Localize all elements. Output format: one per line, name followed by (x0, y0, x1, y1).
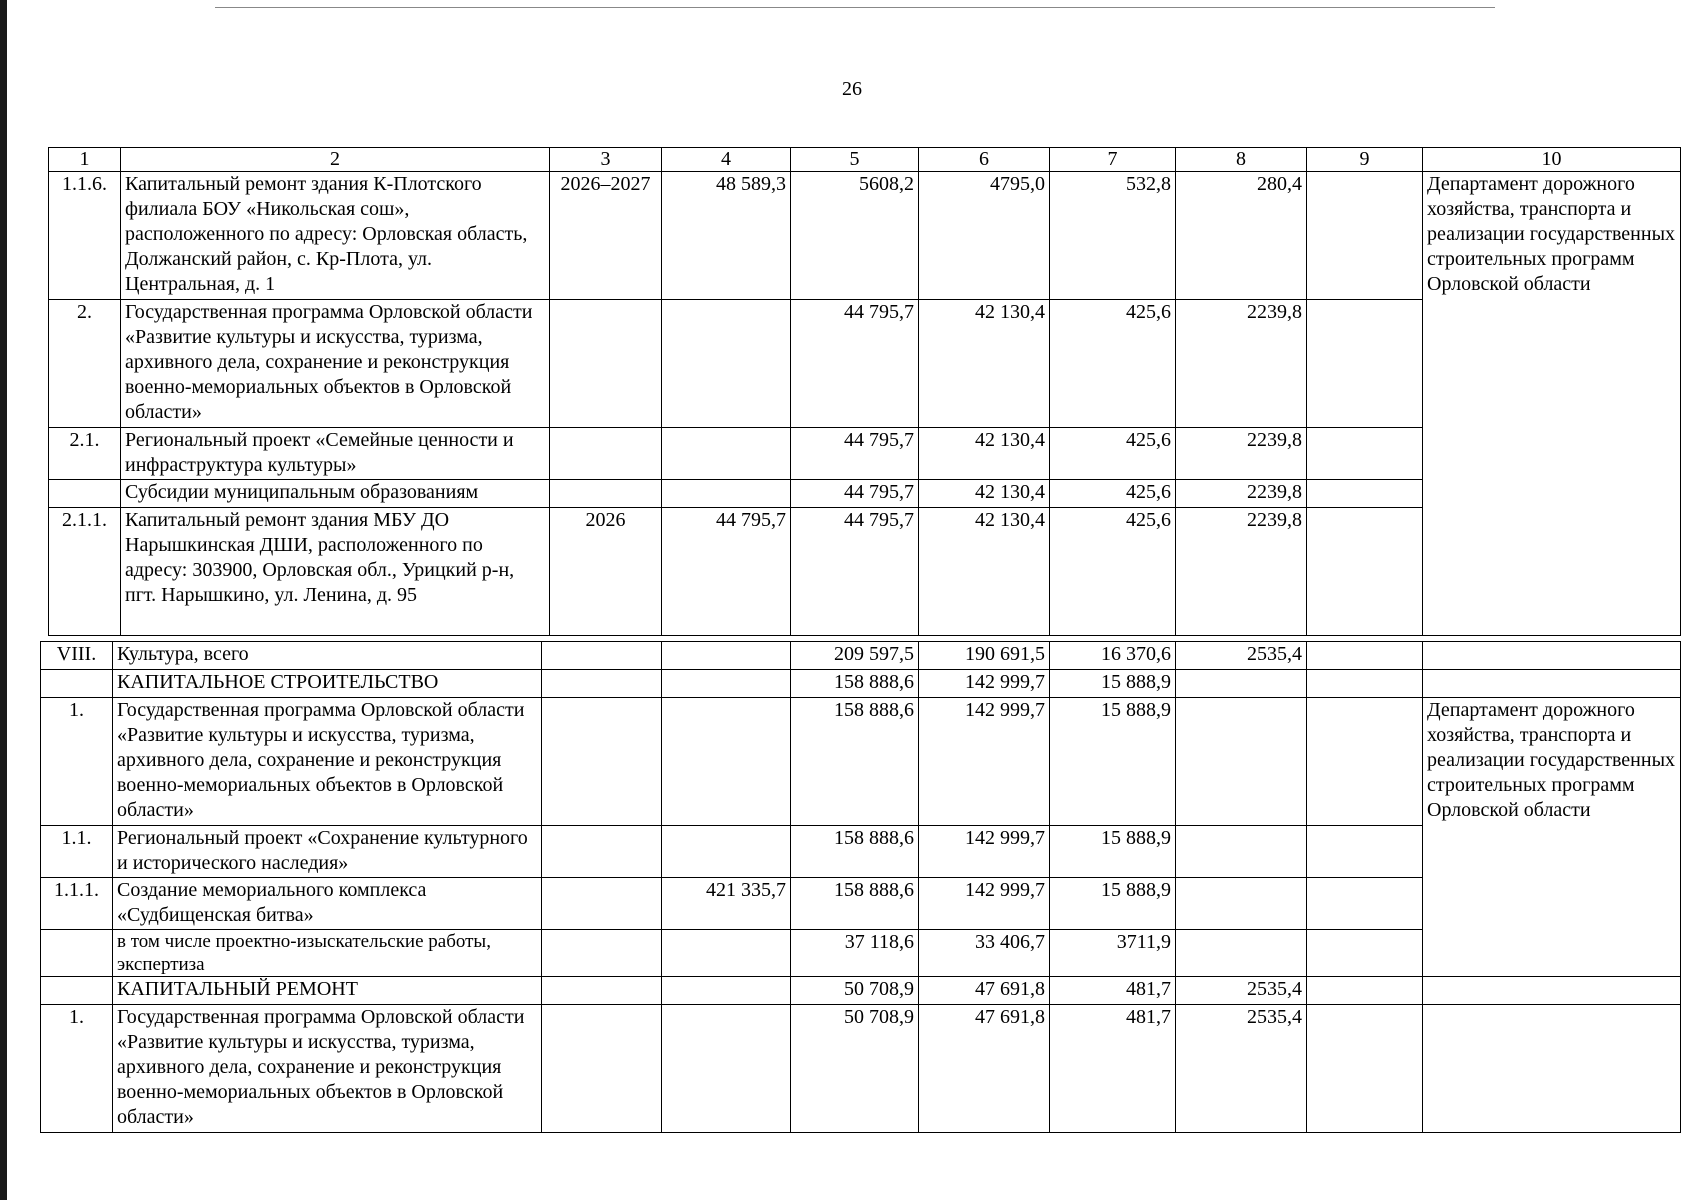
col8-value: 2535,4 (1176, 1005, 1307, 1133)
row-code: 1.1. (41, 826, 113, 878)
col9-value (1307, 172, 1423, 300)
col6-value: 42 130,4 (919, 480, 1050, 508)
budget-table-part-1 (48, 147, 1681, 636)
col8-value (1176, 930, 1307, 977)
col4-value: 48 589,3 (662, 172, 791, 300)
row-code (41, 670, 113, 698)
header-cell: 3 (550, 148, 662, 172)
row-name: Капитальный ремонт здания МБУ ДО Нарышкинская ДШИ, расположенного по адресу: 303900, Орловская обл., Урицкий р-н, пгт. Нарышкино, ул. Ленина, д. 95 (121, 508, 550, 636)
col3-period (542, 930, 662, 977)
col7-value: 15 888,9 (1050, 826, 1176, 878)
col8-value: 2239,8 (1176, 300, 1307, 428)
col9-value (1307, 977, 1423, 1005)
col5-value: 50 708,9 (791, 1005, 919, 1133)
col4-value (662, 670, 791, 698)
row-name: Государственная программа Орловской области «Развитие культуры и искусства, туризма, архивного дела, сохранение и реконструкция военно-мемориальных объектов в Орловской области» (121, 300, 550, 428)
col8-value (1176, 826, 1307, 878)
header-cell: 4 (662, 148, 791, 172)
col8-value: 2535,4 (1176, 977, 1307, 1005)
header-cell: 2 (121, 148, 550, 172)
responsible-department: Департамент дорожного хозяйства, транспорта и реализации государственных строительных программ Орловской области (1423, 698, 1681, 977)
col9-value (1307, 826, 1423, 878)
table-row (49, 172, 1681, 300)
col5-value: 158 888,6 (791, 698, 919, 826)
row-name: Субсидии муниципальным образованиям (121, 480, 550, 508)
col9-value (1307, 930, 1423, 977)
col6-value: 42 130,4 (919, 428, 1050, 480)
header-row (49, 148, 1681, 172)
col6-value: 190 691,5 (919, 642, 1050, 670)
col8-value (1176, 670, 1307, 698)
col7-value: 3711,9 (1050, 930, 1176, 977)
row-code: 1.1.6. (49, 172, 121, 300)
col6-value: 142 999,7 (919, 878, 1050, 930)
col7-value: 425,6 (1050, 428, 1176, 480)
header-cell: 6 (919, 148, 1050, 172)
col3-period (542, 1005, 662, 1133)
col10-value (1423, 642, 1681, 670)
col5-value: 44 795,7 (791, 300, 919, 428)
col3-period: 2026–2027 (550, 172, 662, 300)
header-cell: 5 (791, 148, 919, 172)
col6-value: 42 130,4 (919, 300, 1050, 428)
col6-value: 142 999,7 (919, 698, 1050, 826)
col9-value (1307, 480, 1423, 508)
col6-value: 47 691,8 (919, 977, 1050, 1005)
row-code: VIII. (41, 642, 113, 670)
col4-value (662, 428, 791, 480)
col4-value: 44 795,7 (662, 508, 791, 636)
col3-period (542, 878, 662, 930)
col4-value (662, 642, 791, 670)
col4-value (662, 930, 791, 977)
col3-period (542, 977, 662, 1005)
col3-period (542, 698, 662, 826)
col4-value (662, 826, 791, 878)
row-name: КАПИТАЛЬНОЕ СТРОИТЕЛЬСТВО (113, 670, 542, 698)
col4-value (662, 1005, 791, 1133)
col9-value (1307, 1005, 1423, 1133)
col6-value: 142 999,7 (919, 826, 1050, 878)
col4-value (662, 300, 791, 428)
row-name: Государственная программа Орловской области «Развитие культуры и искусства, туризма, архивного дела, сохранение и реконструкция военно-мемориальных объектов в Орловской области» (113, 1005, 542, 1133)
col9-value (1307, 642, 1423, 670)
col8-value (1176, 698, 1307, 826)
header-cell: 9 (1307, 148, 1423, 172)
row-code (41, 930, 113, 977)
col7-value: 481,7 (1050, 977, 1176, 1005)
row-name: Региональный проект «Семейные ценности и инфраструктура культуры» (121, 428, 550, 480)
row-name: Государственная программа Орловской области «Развитие культуры и искусства, туризма, архивного дела, сохранение и реконструкция военно-мемориальных объектов в Орловской области» (113, 698, 542, 826)
col3-period: 2026 (550, 508, 662, 636)
col4-value (662, 480, 791, 508)
col8-value: 280,4 (1176, 172, 1307, 300)
col7-value: 15 888,9 (1050, 698, 1176, 826)
row-name: в том числе проектно-изыскательские работы, экспертиза (113, 930, 542, 977)
row-name: Региональный проект «Сохранение культурного и исторического наследия» (113, 826, 542, 878)
row-code (49, 480, 121, 508)
col10-value (1423, 977, 1681, 1005)
row-code: 2. (49, 300, 121, 428)
col5-value: 158 888,6 (791, 670, 919, 698)
row-code: 1.1.1. (41, 878, 113, 930)
col4-value (662, 977, 791, 1005)
col7-value: 15 888,9 (1050, 878, 1176, 930)
col5-value: 44 795,7 (791, 480, 919, 508)
col9-value (1307, 698, 1423, 826)
col6-value: 42 130,4 (919, 508, 1050, 636)
col7-value: 425,6 (1050, 480, 1176, 508)
col9-value (1307, 670, 1423, 698)
col9-value (1307, 508, 1423, 636)
responsible-department: Департамент дорожного хозяйства, транспорта и реализации государственных строительных программ Орловской области (1423, 172, 1681, 636)
col8-value: 2239,8 (1176, 480, 1307, 508)
col8-value: 2239,8 (1176, 508, 1307, 636)
row-code (41, 977, 113, 1005)
col6-value: 4795,0 (919, 172, 1050, 300)
col3-period (542, 670, 662, 698)
row-name: Создание мемориального комплекса «Судбищенская битва» (113, 878, 542, 930)
col7-value: 425,6 (1050, 508, 1176, 636)
header-cell: 10 (1423, 148, 1681, 172)
col7-value: 532,8 (1050, 172, 1176, 300)
budget-table-part-2 (40, 641, 1681, 1133)
col10-value (1423, 670, 1681, 698)
col5-value: 5608,2 (791, 172, 919, 300)
col9-value (1307, 428, 1423, 480)
col5-value: 50 708,9 (791, 977, 919, 1005)
col9-value (1307, 300, 1423, 428)
col10-value (1423, 1005, 1681, 1133)
row-code: 2.1.1. (49, 508, 121, 636)
col5-value: 44 795,7 (791, 508, 919, 636)
row-name: Культура, всего (113, 642, 542, 670)
table-row (41, 977, 1681, 1005)
col6-value: 142 999,7 (919, 670, 1050, 698)
col7-value: 15 888,9 (1050, 670, 1176, 698)
col5-value: 158 888,6 (791, 878, 919, 930)
table-row (41, 642, 1681, 670)
col5-value: 209 597,5 (791, 642, 919, 670)
col7-value: 425,6 (1050, 300, 1176, 428)
col8-value: 2535,4 (1176, 642, 1307, 670)
table-row (41, 670, 1681, 698)
col5-value: 158 888,6 (791, 826, 919, 878)
table-row (41, 1005, 1681, 1133)
row-name: Капитальный ремонт здания К-Плотского филиала БОУ «Никольская сош», расположенного по адресу: Орловская область, Должанский район, с. Кр-Плота, ул. Центральная, д. 1 (121, 172, 550, 300)
col8-value: 2239,8 (1176, 428, 1307, 480)
row-code: 2.1. (49, 428, 121, 480)
binding-edge (0, 0, 7, 1200)
header-cell: 1 (49, 148, 121, 172)
col6-value: 33 406,7 (919, 930, 1050, 977)
col3-period (550, 480, 662, 508)
row-name: КАПИТАЛЬНЫЙ РЕМОНТ (113, 977, 542, 1005)
col5-value: 44 795,7 (791, 428, 919, 480)
col7-value: 16 370,6 (1050, 642, 1176, 670)
col7-value: 481,7 (1050, 1005, 1176, 1133)
col4-value: 421 335,7 (662, 878, 791, 930)
col9-value (1307, 878, 1423, 930)
col4-value (662, 698, 791, 826)
top-rule (215, 7, 1495, 8)
col3-period (542, 826, 662, 878)
col5-value: 37 118,6 (791, 930, 919, 977)
table-row (41, 698, 1681, 826)
col8-value (1176, 878, 1307, 930)
header-cell: 7 (1050, 148, 1176, 172)
col3-period (550, 428, 662, 480)
header-cell: 8 (1176, 148, 1307, 172)
col6-value: 47 691,8 (919, 1005, 1050, 1133)
page-number: 26 (842, 78, 862, 100)
col3-period (542, 642, 662, 670)
row-code: 1. (41, 698, 113, 826)
row-code: 1. (41, 1005, 113, 1133)
col3-period (550, 300, 662, 428)
